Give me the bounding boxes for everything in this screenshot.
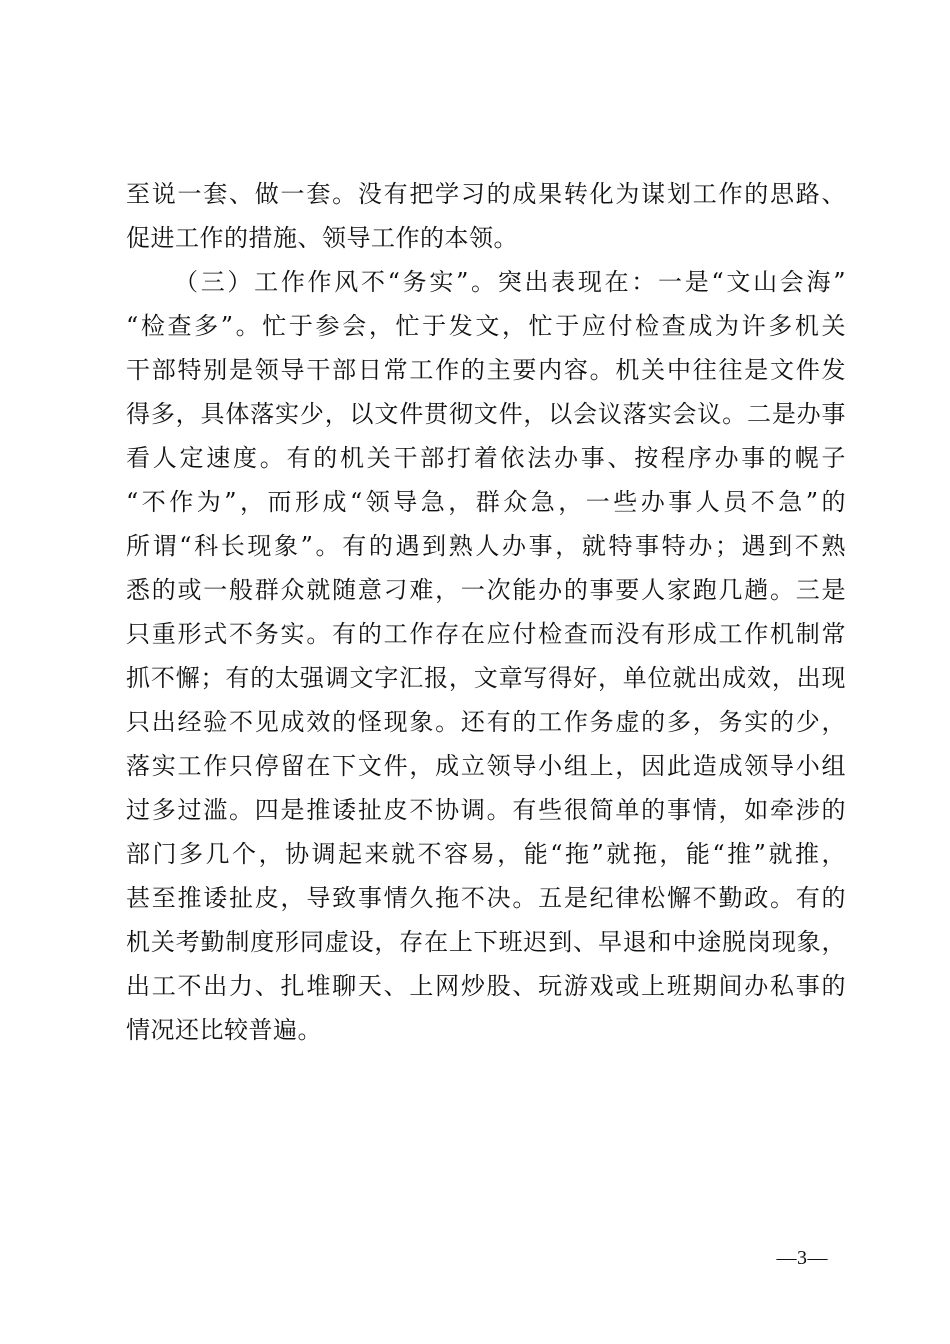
document-body xyxy=(126,172,846,1052)
text-line: 看人定速度。有的机关干部打着依法办事、按程序办事的幌子 xyxy=(126,444,846,472)
text-line: 出工不出力、扎堆聊天、上网炒股、玩游戏或上班期间办私事的 xyxy=(126,972,846,1000)
text-line: 部门多几个，协调起来就不容易，能“拖”就拖，能“推”就推， xyxy=(126,840,846,868)
text-line: “检查多”。忙于参会，忙于发文，忙于应付检查成为许多机关 xyxy=(126,312,846,340)
text-line: 只出经验不见成效的怪现象。还有的工作务虚的多，务实的少， xyxy=(126,708,846,736)
text-line: 过多过滥。四是推诿扯皮不协调。有些很简单的事情，如牵涉的 xyxy=(126,796,846,824)
text-line: 情况还比较普遍。 xyxy=(126,1016,322,1044)
text-line: 所谓“科长现象”。有的遇到熟人办事，就特事特办；遇到不熟 xyxy=(126,532,846,560)
text-line: 干部特别是领导干部日常工作的主要内容。机关中往往是文件发 xyxy=(126,356,846,384)
text-line: 落实工作只停留在下文件，成立领导小组上，因此造成领导小组 xyxy=(126,752,846,780)
text-line: 得多，具体落实少，以文件贯彻文件，以会议落实会议。二是办事 xyxy=(126,400,846,428)
text-line: 至说一套、做一套。没有把学习的成果转化为谋划工作的思路、 xyxy=(126,180,846,208)
text-line: 只重形式不务实。有的工作存在应付检查而没有形成工作机制常 xyxy=(126,620,846,648)
text-line: 甚至推诿扯皮，导致事情久拖不决。五是纪律松懈不勤政。有的 xyxy=(126,884,846,912)
section-heading-line: （三）工作作风不“务实”。突出表现在：一是“文山会海” xyxy=(174,268,846,296)
page-number: —3— xyxy=(776,1247,828,1269)
text-line: 促进工作的措施、领导工作的本领。 xyxy=(126,224,518,252)
text-line: “不作为”，而形成“领导急，群众急，一些办事人员不急”的 xyxy=(126,488,846,516)
text-line: 机关考勤制度形同虚设，存在上下班迟到、早退和中途脱岗现象， xyxy=(126,928,846,956)
text-line: 抓不懈；有的太强调文字汇报，文章写得好，单位就出成效，出现 xyxy=(126,664,846,692)
text-line: 悉的或一般群众就随意刁难，一次能办的事要人家跑几趟。三是 xyxy=(126,576,846,604)
